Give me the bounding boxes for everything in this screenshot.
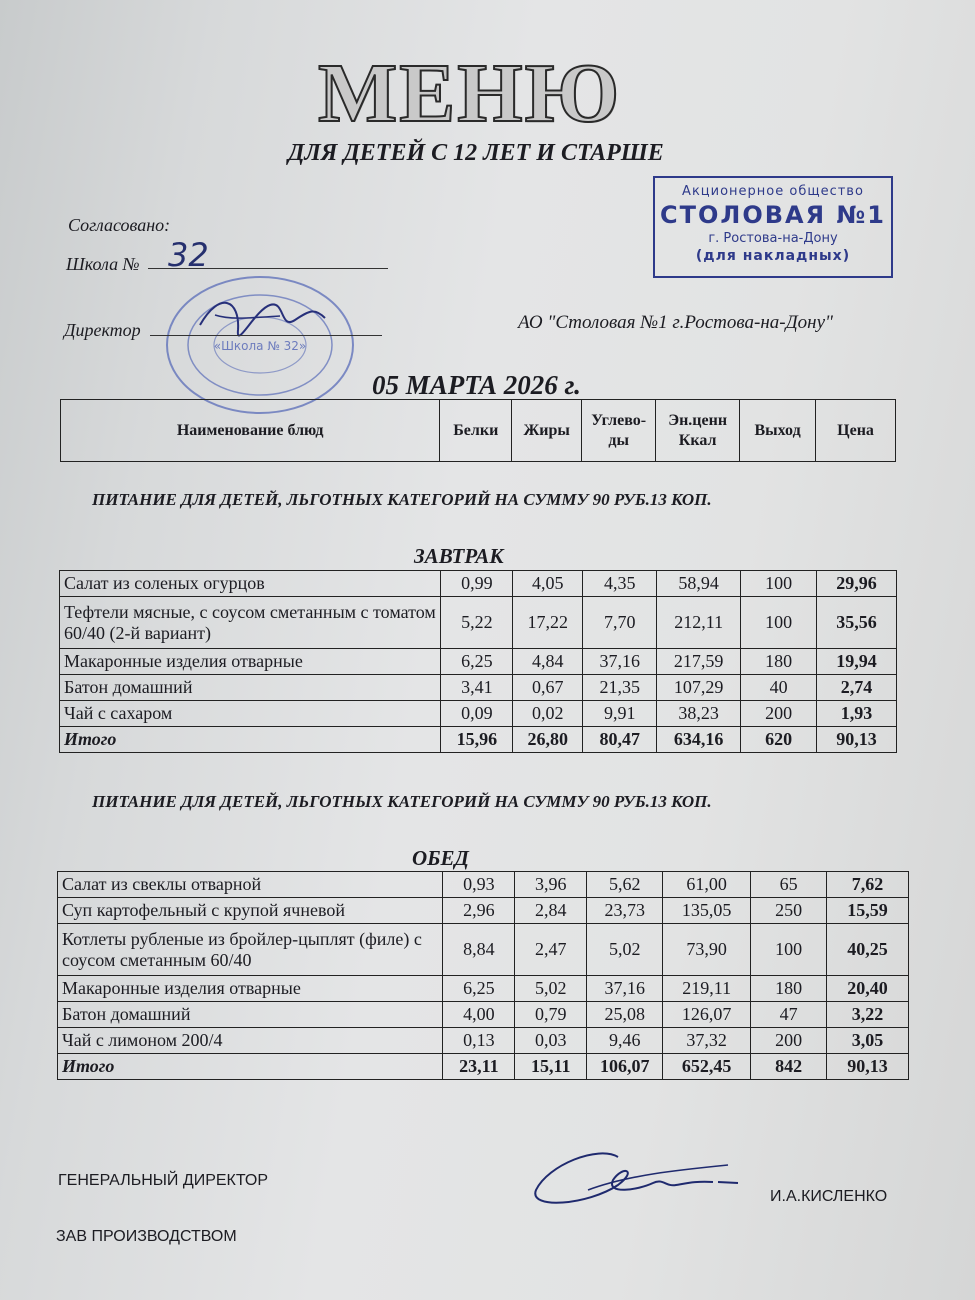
cell-fat: 15,11 xyxy=(515,1054,587,1080)
cell-protein: 5,22 xyxy=(441,597,513,649)
col-protein: Белки xyxy=(440,400,512,462)
seal-text: «Школа № 32» xyxy=(213,339,307,353)
school-number: 32 xyxy=(168,236,209,274)
cell-carb: 5,62 xyxy=(587,872,663,898)
cell-price: 2,74 xyxy=(817,675,897,701)
cell-price: 90,13 xyxy=(817,727,897,753)
director-signature-icon xyxy=(528,1135,748,1215)
cell-fat: 2,47 xyxy=(515,924,587,976)
cell-carb: 106,07 xyxy=(587,1054,663,1080)
cell-energy: 58,94 xyxy=(657,571,741,597)
cell-price: 40,25 xyxy=(827,924,909,976)
cell-price: 29,96 xyxy=(817,571,897,597)
company-stamp xyxy=(653,176,893,278)
cell-price: 90,13 xyxy=(827,1054,909,1080)
cell-name: Макаронные изделия отварные xyxy=(60,649,441,675)
cell-fat: 0,03 xyxy=(515,1028,587,1054)
cell-carb: 4,35 xyxy=(583,571,657,597)
cell-carb: 37,16 xyxy=(587,976,663,1002)
cell-yield: 65 xyxy=(751,872,827,898)
director-name: И.А.КИСЛЕНКО xyxy=(770,1188,888,1205)
cell-yield: 200 xyxy=(741,701,817,727)
cell-price: 3,22 xyxy=(827,1002,909,1028)
cell-protein: 4,00 xyxy=(443,1002,515,1028)
cell-protein: 2,96 xyxy=(443,898,515,924)
cell-name: Салат из соленых огурцов xyxy=(60,571,441,597)
column-header-table xyxy=(60,399,896,462)
cell-protein: 0,93 xyxy=(443,872,515,898)
lunch-table-row xyxy=(58,976,909,1002)
menu-date: 05 МАРТА 2026 г. xyxy=(372,370,581,400)
breakfast-table xyxy=(59,570,897,753)
cell-yield: 40 xyxy=(741,675,817,701)
company-name: АО "Столовая №1 г.Ростова-на-Дону" xyxy=(518,312,834,333)
cell-name: Батон домашний xyxy=(58,1002,443,1028)
cell-energy: 38,23 xyxy=(657,701,741,727)
cell-carb: 5,02 xyxy=(587,924,663,976)
lunch-table xyxy=(57,871,909,1080)
cell-name: Итого xyxy=(58,1054,443,1080)
cell-energy: 135,05 xyxy=(663,898,751,924)
cell-fat: 5,02 xyxy=(515,976,587,1002)
cell-protein: 15,96 xyxy=(441,727,513,753)
cell-fat: 0,67 xyxy=(513,675,583,701)
lunch-table-row xyxy=(58,872,909,898)
cell-protein: 8,84 xyxy=(443,924,515,976)
cell-carb: 21,35 xyxy=(583,675,657,701)
cell-name: Салат из свеклы отварной xyxy=(58,872,443,898)
cell-name: Чай с лимоном 200/4 xyxy=(58,1028,443,1054)
cell-yield: 180 xyxy=(741,649,817,675)
cell-protein: 3,41 xyxy=(441,675,513,701)
col-carb: Углево-ды xyxy=(582,400,656,462)
cell-yield: 620 xyxy=(741,727,817,753)
cell-fat: 17,22 xyxy=(513,597,583,649)
cell-yield: 842 xyxy=(751,1054,827,1080)
cell-carb: 9,91 xyxy=(583,701,657,727)
breakfast-table-total-row xyxy=(60,727,897,753)
cell-fat: 0,79 xyxy=(515,1002,587,1028)
cell-price: 3,05 xyxy=(827,1028,909,1054)
breakfast-table-row xyxy=(60,597,897,649)
cell-energy: 219,11 xyxy=(663,976,751,1002)
cell-price: 35,56 xyxy=(817,597,897,649)
production-head-label: ЗАВ ПРОИЗВОДСТВОМ xyxy=(56,1228,237,1245)
cell-fat: 26,80 xyxy=(513,727,583,753)
cell-carb: 80,47 xyxy=(583,727,657,753)
cell-yield: 47 xyxy=(751,1002,827,1028)
col-fat: Жиры xyxy=(512,400,582,462)
cell-name: Макаронные изделия отварные xyxy=(58,976,443,1002)
lunch-table-row xyxy=(58,1028,909,1054)
breakfast-table-row xyxy=(60,649,897,675)
page-subtitle: ДЛЯ ДЕТЕЙ С 12 ЛЕТ И СТАРШЕ xyxy=(288,140,664,166)
breakfast-table-row xyxy=(60,701,897,727)
cell-yield: 100 xyxy=(751,924,827,976)
cell-fat: 2,84 xyxy=(515,898,587,924)
cell-name: Батон домашний xyxy=(60,675,441,701)
cell-name: Чай с сахаром xyxy=(60,701,441,727)
cell-carb: 23,73 xyxy=(587,898,663,924)
cell-name: Тефтели мясные, с соусом сметанным с томатом 60/40 (2-й вариант) xyxy=(60,597,441,649)
col-yield: Выход xyxy=(740,400,816,462)
school-seal-icon xyxy=(160,270,360,420)
breakfast-banner: ПИТАНИЕ ДЛЯ ДЕТЕЙ, ЛЬГОТНЫХ КАТЕГОРИЙ НА СУММУ 90 РУБ.13 КОП. xyxy=(92,490,712,509)
cell-yield: 250 xyxy=(751,898,827,924)
cell-fat: 4,05 xyxy=(513,571,583,597)
breakfast-title: ЗАВТРАК xyxy=(414,544,504,568)
cell-fat: 4,84 xyxy=(513,649,583,675)
cell-protein: 6,25 xyxy=(443,976,515,1002)
cell-protein: 23,11 xyxy=(443,1054,515,1080)
cell-energy: 634,16 xyxy=(657,727,741,753)
cell-yield: 100 xyxy=(741,597,817,649)
cell-fat: 0,02 xyxy=(513,701,583,727)
cell-yield: 180 xyxy=(751,976,827,1002)
cell-price: 1,93 xyxy=(817,701,897,727)
stamp-line-4: (для накладных) xyxy=(695,248,851,264)
cell-fat: 3,96 xyxy=(515,872,587,898)
col-energy: Эн.ценн Ккал xyxy=(656,400,740,462)
cell-carb: 9,46 xyxy=(587,1028,663,1054)
cell-energy: 107,29 xyxy=(657,675,741,701)
cell-name: Итого xyxy=(60,727,441,753)
agreed-label: Согласовано: xyxy=(68,215,171,235)
cell-energy: 212,11 xyxy=(657,597,741,649)
lunch-table-row xyxy=(58,898,909,924)
cell-protein: 0,13 xyxy=(443,1028,515,1054)
lunch-table-row xyxy=(58,1002,909,1028)
cell-protein: 6,25 xyxy=(441,649,513,675)
cell-protein: 0,09 xyxy=(441,701,513,727)
col-price: Цена xyxy=(816,400,896,462)
lunch-title: ОБЕД xyxy=(412,846,469,870)
col-name: Наименование блюд xyxy=(61,400,440,462)
lunch-banner: ПИТАНИЕ ДЛЯ ДЕТЕЙ, ЛЬГОТНЫХ КАТЕГОРИЙ НА СУММУ 90 РУБ.13 КОП. xyxy=(92,792,712,811)
cell-carb: 37,16 xyxy=(583,649,657,675)
cell-yield: 100 xyxy=(741,571,817,597)
cell-price: 19,94 xyxy=(817,649,897,675)
breakfast-table-row xyxy=(60,571,897,597)
stamp-line-2: СТОЛОВАЯ №1 xyxy=(660,201,886,229)
cell-price: 7,62 xyxy=(827,872,909,898)
director-label: Директор xyxy=(64,320,141,340)
cell-energy: 217,59 xyxy=(657,649,741,675)
stamp-line-3: г. Ростова-на-Дону xyxy=(708,231,838,246)
stamp-line-1: Акционерное общество xyxy=(682,184,864,199)
school-label: Школа № xyxy=(66,254,140,274)
cell-carb: 25,08 xyxy=(587,1002,663,1028)
cell-energy: 37,32 xyxy=(663,1028,751,1054)
breakfast-table-row xyxy=(60,675,897,701)
cell-energy: 73,90 xyxy=(663,924,751,976)
cell-energy: 61,00 xyxy=(663,872,751,898)
cell-price: 20,40 xyxy=(827,976,909,1002)
cell-price: 15,59 xyxy=(827,898,909,924)
cell-carb: 7,70 xyxy=(583,597,657,649)
general-director-label: ГЕНЕРАЛЬНЫЙ ДИРЕКТОР xyxy=(58,1172,269,1189)
cell-energy: 652,45 xyxy=(663,1054,751,1080)
director-line xyxy=(150,335,382,336)
cell-name: Котлеты рубленые из бройлер-цыплят (филе) с соусом сметанным 60/40 xyxy=(58,924,443,976)
page-title: МЕНЮ xyxy=(318,47,622,140)
cell-name: Суп картофельный с крупой ячневой xyxy=(58,898,443,924)
cell-energy: 126,07 xyxy=(663,1002,751,1028)
cell-protein: 0,99 xyxy=(441,571,513,597)
cell-yield: 200 xyxy=(751,1028,827,1054)
lunch-table-row xyxy=(58,924,909,976)
lunch-table-total-row xyxy=(58,1054,909,1080)
